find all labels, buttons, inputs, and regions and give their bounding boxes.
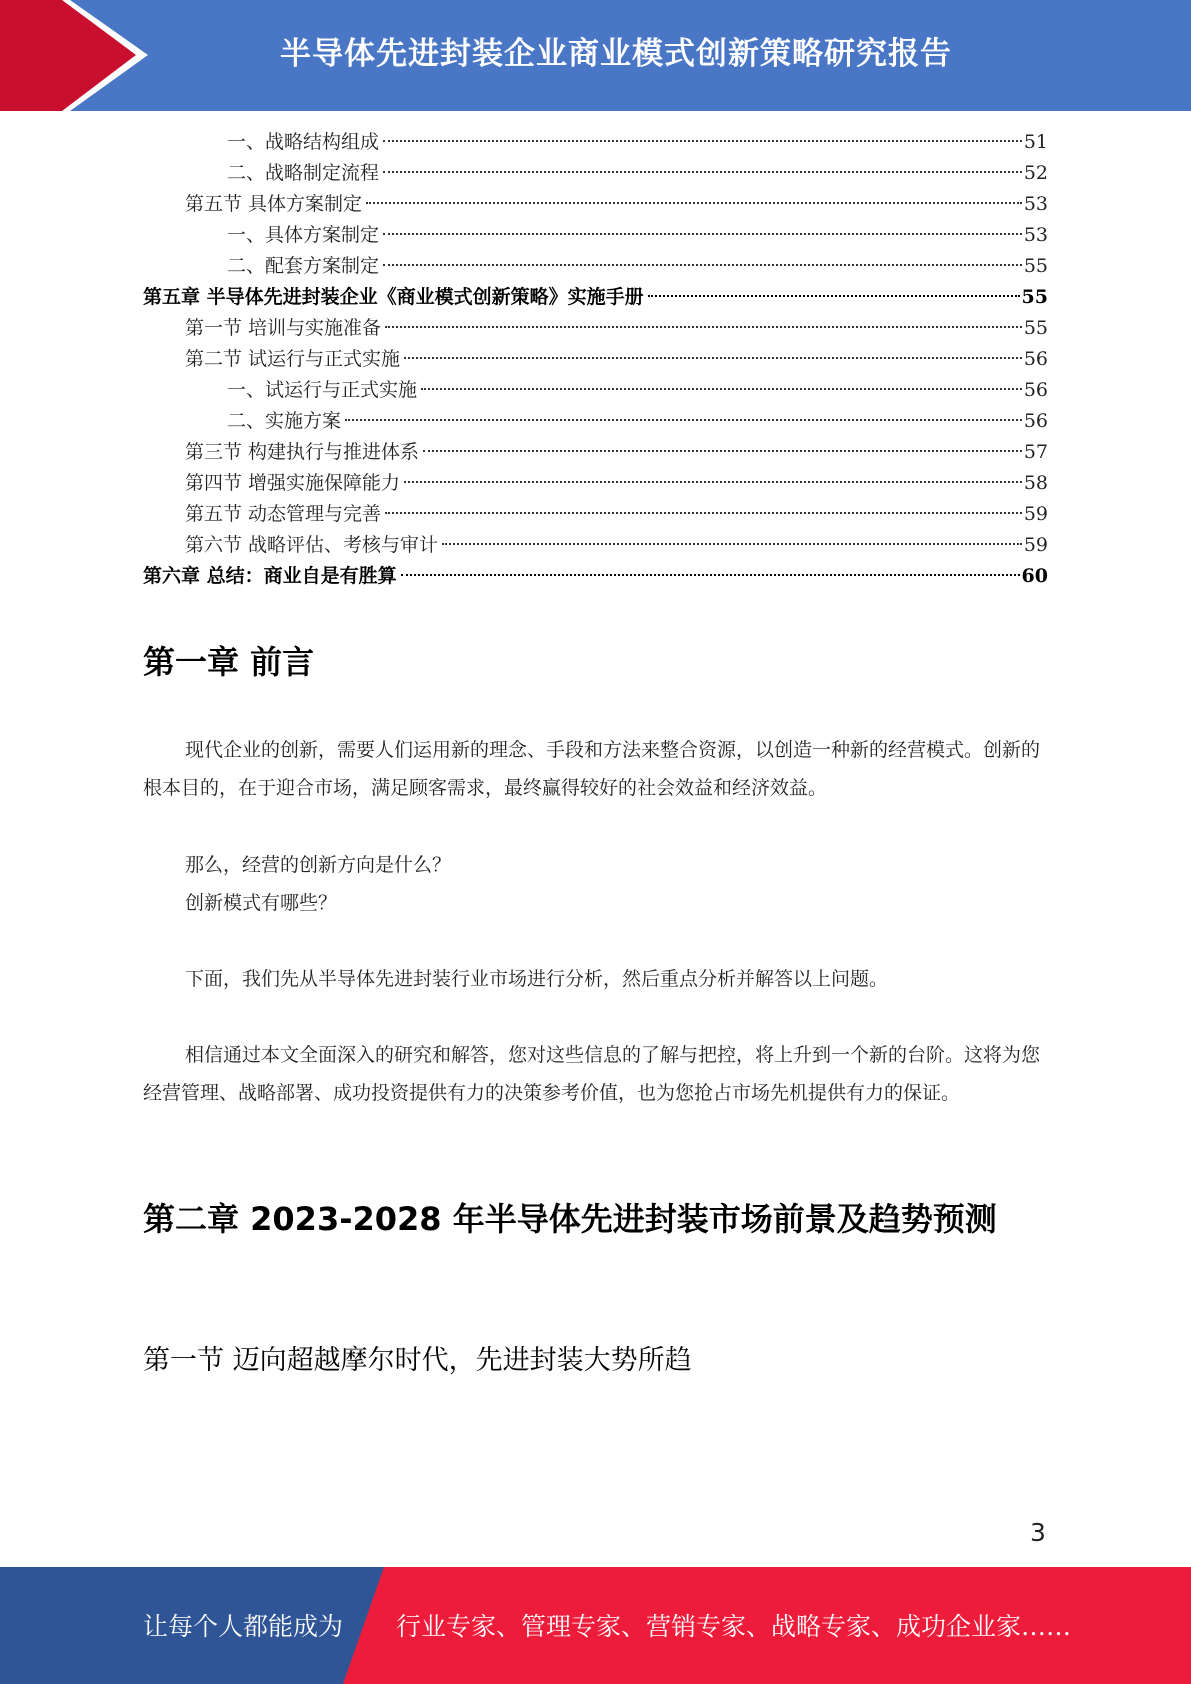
body-line: 创新模式有哪些？ bbox=[185, 892, 338, 914]
toc-entry-label: 一、试运行与正式实施 bbox=[227, 379, 418, 401]
toc-entry[interactable] bbox=[143, 282, 1048, 313]
toc-entry-page: 51 bbox=[1023, 131, 1048, 153]
toc-leader-dots bbox=[383, 171, 1022, 173]
toc-leader-dots bbox=[401, 574, 1020, 576]
page-footer bbox=[0, 1567, 1191, 1684]
toc-leader-dots bbox=[648, 295, 1020, 297]
toc-entry-page: 55 bbox=[1021, 286, 1048, 308]
toc-entry-label: 第五节 动态管理与完善 bbox=[185, 503, 382, 525]
body-paragraph: 相信通过本文全面深入的研究和解答，您对这些信息的了解与把控，将上升到一个新的台阶。这将为您经营管理、战略部署、成功投资提供有力的决策参考价值，也为您抢占市场先机提供有力的保证。 bbox=[143, 1044, 1041, 1104]
body-line: 那么，经营的创新方向是什么？ bbox=[185, 854, 452, 876]
toc-entry-page: 56 bbox=[1023, 410, 1048, 432]
toc-entry-page: 59 bbox=[1023, 534, 1048, 556]
toc-entry-page: 56 bbox=[1023, 348, 1048, 370]
toc-entry-label: 第五章 半导体先进封装企业《商业模式创新策略》实施手册 bbox=[143, 286, 644, 308]
toc-entry-label: 二、实施方案 bbox=[227, 410, 342, 432]
toc-entry[interactable] bbox=[143, 468, 1048, 499]
toc-entry[interactable] bbox=[143, 158, 1048, 189]
toc-entry-label: 第六节 战略评估、考核与审计 bbox=[185, 534, 439, 556]
toc-entry[interactable] bbox=[143, 406, 1048, 437]
page-number: 3 bbox=[1030, 1518, 1046, 1547]
chapter-title: 第一章 前言 bbox=[143, 643, 315, 681]
toc-entry-label: 第四节 增强实施保障能力 bbox=[185, 472, 401, 494]
toc-leader-dots bbox=[385, 512, 1022, 514]
toc-leader-dots bbox=[423, 450, 1022, 452]
toc-entry-page: 53 bbox=[1023, 193, 1048, 215]
toc-entry[interactable] bbox=[143, 220, 1048, 251]
toc-entry[interactable] bbox=[143, 313, 1048, 344]
body-paragraph: 现代企业的创新，需要人们运用新的理念、手段和方法来整合资源，以创造一种新的经营模式。创新的根本目的，在于迎合市场，满足顾客需求，最终赢得较好的社会效益和经济效益。 bbox=[143, 739, 1041, 799]
toc-entry[interactable] bbox=[143, 189, 1048, 220]
toc-entry[interactable] bbox=[143, 530, 1048, 561]
toc-leader-dots bbox=[345, 419, 1022, 421]
toc-entry-label: 第三节 构建执行与推进体系 bbox=[185, 441, 420, 463]
toc-entry-page: 55 bbox=[1023, 255, 1048, 277]
toc-entry-page: 55 bbox=[1023, 317, 1048, 339]
header-title: 半导体先进封装企业商业模式创新策略研究报告 bbox=[280, 36, 952, 72]
toc-entry-label: 一、战略结构组成 bbox=[227, 131, 380, 153]
toc-entry-page: 59 bbox=[1023, 503, 1048, 525]
footer-slogan-right: 行业专家、管理专家、营销专家、战略专家、成功企业家…… bbox=[396, 1612, 1072, 1641]
toc-entry-page: 57 bbox=[1023, 441, 1048, 463]
toc-entry[interactable] bbox=[143, 561, 1048, 592]
toc-leader-dots bbox=[385, 326, 1022, 328]
toc-entry-label: 第六章 总结：商业自是有胜算 bbox=[143, 565, 397, 587]
toc-entry[interactable] bbox=[143, 127, 1048, 158]
toc-leader-dots bbox=[442, 543, 1022, 545]
page-header bbox=[0, 0, 1191, 111]
chapter-title: 第二章 2023-2028 年半导体先进封装市场前景及趋势预测 bbox=[143, 1200, 997, 1238]
toc-entry[interactable] bbox=[143, 251, 1048, 282]
toc-entry[interactable] bbox=[143, 344, 1048, 375]
toc-entry-page: 56 bbox=[1023, 379, 1048, 401]
toc-entry-page: 53 bbox=[1023, 224, 1048, 246]
table-of-contents bbox=[143, 127, 1048, 592]
toc-entry-label: 第一节 培训与实施准备 bbox=[185, 317, 382, 339]
toc-entry-label: 一、具体方案制定 bbox=[227, 224, 380, 246]
toc-entry-label: 第二节 试运行与正式实施 bbox=[185, 348, 401, 370]
toc-leader-dots bbox=[383, 264, 1022, 266]
section-title: 第一节 迈向超越摩尔时代，先进封装大势所趋 bbox=[143, 1345, 692, 1376]
toc-leader-dots bbox=[383, 140, 1022, 142]
toc-leader-dots bbox=[404, 481, 1022, 483]
footer-slogan-left: 让每个人都能成为 bbox=[143, 1612, 344, 1641]
toc-entry-page: 58 bbox=[1023, 472, 1048, 494]
toc-entry[interactable] bbox=[143, 437, 1048, 468]
toc-leader-dots bbox=[404, 357, 1022, 359]
toc-entry[interactable] bbox=[143, 375, 1048, 406]
toc-entry-label: 二、战略制定流程 bbox=[227, 162, 380, 184]
toc-entry-page: 52 bbox=[1023, 162, 1048, 184]
toc-leader-dots bbox=[383, 233, 1022, 235]
toc-entry-label: 二、配套方案制定 bbox=[227, 255, 380, 277]
toc-entry-page: 60 bbox=[1021, 565, 1048, 587]
body-paragraph: 下面，我们先从半导体先进封装行业市场进行分析，然后重点分析并解答以上问题。 bbox=[185, 968, 889, 990]
toc-leader-dots bbox=[366, 202, 1022, 204]
toc-entry-label: 第五节 具体方案制定 bbox=[185, 193, 363, 215]
toc-leader-dots bbox=[421, 388, 1022, 390]
toc-entry[interactable] bbox=[143, 499, 1048, 530]
